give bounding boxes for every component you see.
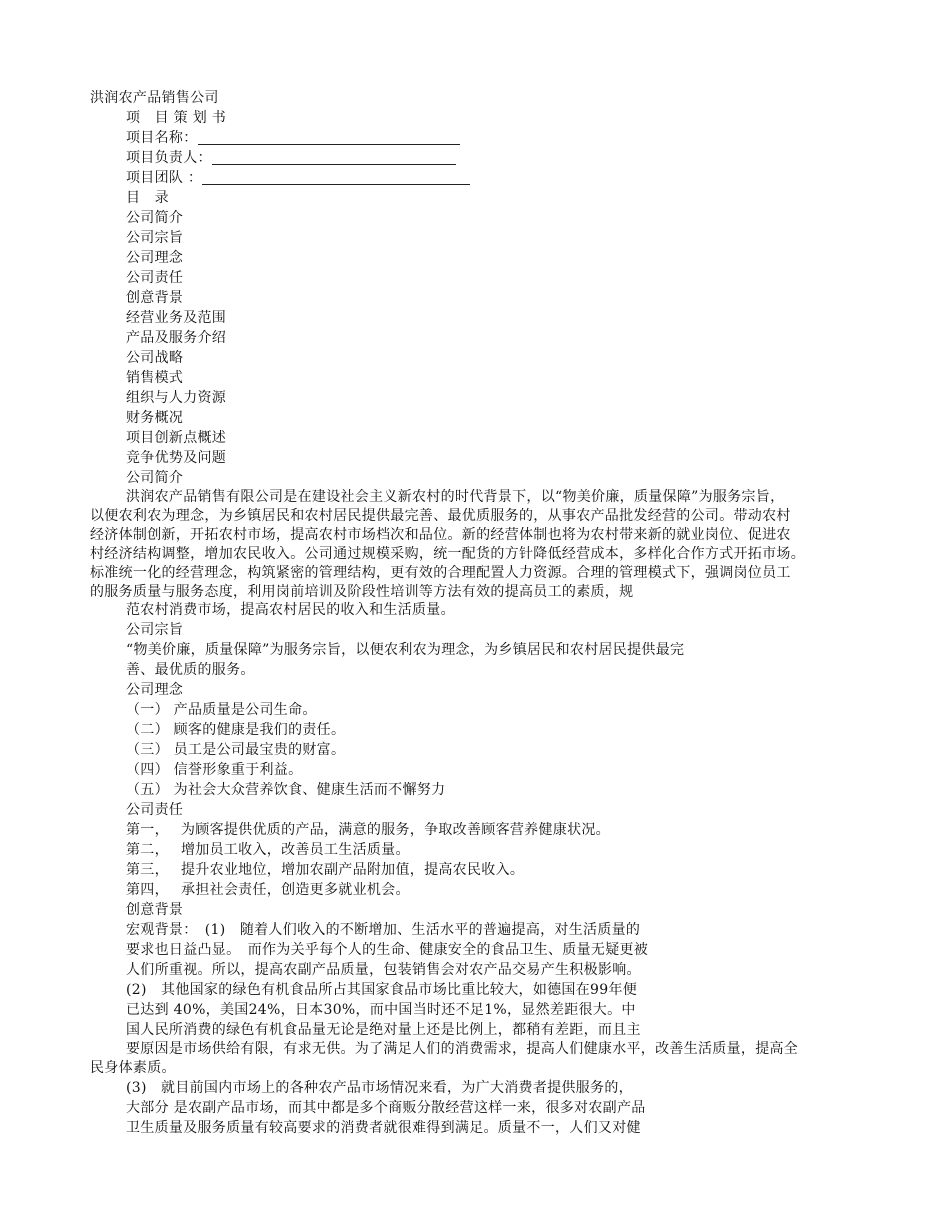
toc-item: 公司简介	[126, 210, 184, 226]
background-line: 宏观背景： (1) 随着人们收入的不断增加、生活水平的普遍提高，对生活质量的	[126, 922, 641, 938]
item-text: 为社会大众营养饮食、健康生活而不懈努力	[173, 782, 446, 798]
field-label: 项目名称：	[126, 130, 198, 146]
item-number: （一）	[126, 702, 169, 718]
purpose-line: 善、最优质的服务。	[126, 662, 255, 678]
background-line: (3) 就目前国内市场上的各种农产品市场情况来看，为广大消费者提供服务的，	[126, 1080, 633, 1096]
toc-item: 竞争优势及问题	[126, 450, 227, 466]
field-label: 项目负责人：	[126, 150, 212, 166]
responsibility-item	[126, 820, 610, 840]
background-line: 卫生质量及服务质量有较高要求的消费者就很难得到满足。质量不一，人们又对健	[126, 1120, 641, 1136]
field-project-team	[126, 168, 470, 188]
toc-item: 财务概况	[126, 410, 184, 426]
section-heading-intro: 公司简介	[126, 470, 184, 486]
responsibility-item	[126, 880, 410, 900]
blank-underline	[202, 170, 470, 185]
blank-underline	[212, 150, 456, 165]
item-text: 产品质量是公司生命。	[173, 702, 317, 718]
item-number: 第四，	[126, 882, 162, 898]
field-project-lead	[126, 148, 456, 168]
item-text: 提升农业地位，增加农副产品附加值，提高农民收入。	[180, 862, 525, 878]
item-number: （三）	[126, 742, 169, 758]
item-number: （五）	[126, 782, 169, 798]
intro-line: 洪润农产品销售有限公司是在建设社会主义新农村的时代背景下，以“物美价廉，质量保障”为服务宗旨，	[126, 489, 785, 505]
background-line: 国人民所消费的绿色有机食品量无论是绝对量上还是比例上，都稍有差距，而且主	[126, 1022, 641, 1038]
philosophy-item	[126, 720, 345, 740]
item-number: （二）	[126, 722, 169, 738]
toc-item: 公司理念	[126, 250, 184, 266]
field-project-name	[126, 128, 460, 148]
field-label: 项目团队 ：	[126, 170, 203, 186]
item-text: 顾客的健康是我们的责任。	[173, 722, 346, 738]
philosophy-item	[126, 740, 345, 760]
document-title: 项 目 策 划 书	[126, 110, 227, 126]
item-number: 第二，	[126, 842, 162, 858]
section-heading-responsibility: 公司责任	[126, 802, 184, 818]
philosophy-item	[126, 700, 317, 720]
toc-item: 经营业务及范围	[126, 310, 227, 326]
intro-line: 范农村消费市场，提高农村居民的收入和生活质量。	[126, 602, 455, 618]
toc-item: 公司宗旨	[126, 230, 184, 246]
intro-line: 经济体制创新，开拓农村市场，提高农村市场档次和品位。新的经营体制也将为农村带来新的就业岗位、促进农	[90, 527, 791, 543]
background-line: 民身体素质。	[90, 1060, 176, 1076]
toc-item: 创意背景	[126, 290, 184, 306]
responsibility-item	[126, 840, 410, 860]
background-line: 已达到 40%，美国24%，日本30%，而中国当时还不足1%，显然差距很大。中	[126, 1002, 636, 1018]
item-number: 第三，	[126, 862, 162, 878]
section-heading-background: 创意背景	[126, 902, 184, 918]
toc-item: 公司战略	[126, 350, 184, 366]
item-text: 为顾客提供优质的产品，满意的服务，争取改善顾客营养健康状况。	[180, 822, 610, 838]
blank-underline	[198, 130, 460, 145]
background-line: (2) 其他国家的绿色有机食品所占其国家食品市场比重比较大，如德国在99年便	[126, 982, 638, 998]
item-number: 第一，	[126, 822, 162, 838]
toc-item: 组织与人力资源	[126, 390, 227, 406]
intro-line: 村经济结构调整，增加农民收入。公司通过规模采购，统一配货的方针降低经营成本，多样化合作方式开拓市场。	[90, 546, 805, 562]
toc-item: 销售模式	[126, 370, 184, 386]
philosophy-item	[126, 760, 302, 780]
toc-title: 目 录	[126, 190, 169, 206]
section-heading-philosophy: 公司理念	[126, 682, 184, 698]
company-name: 洪润农产品销售公司	[90, 90, 219, 106]
item-text: 信誉形象重于利益。	[173, 762, 303, 778]
intro-line: 的服务质量与服务态度，利用岗前培训及阶段性培训等方法有效的提高员工的素质，规	[90, 584, 634, 600]
background-line: 要求也日益凸显。 而作为关乎每个人的生命、健康安全的食品卫生、质量无疑更被	[126, 942, 649, 958]
item-number: （四）	[126, 762, 169, 778]
intro-line: 以便农利农为理念，为乡镇居民和农村居民提供最完善、最优质服务的，从事农产品批发经营的公司。带动农村	[90, 508, 791, 524]
toc-item: 项目创新点概述	[126, 430, 227, 446]
philosophy-item	[126, 780, 445, 800]
toc-item: 公司责任	[126, 270, 184, 286]
section-heading-purpose: 公司宗旨	[126, 622, 184, 638]
item-text: 员工是公司最宝贵的财富。	[173, 742, 346, 758]
background-line: 大部分 是农副产品市场，而其中都是多个商贩分散经营这样一来，很多对农副产品	[126, 1100, 646, 1116]
toc-item: 产品及服务介绍	[126, 330, 227, 346]
responsibility-item	[126, 860, 524, 880]
purpose-line: “物美价廉，质量保障”为服务宗旨，以便农利农为理念，为乡镇居民和农村居民提供最完	[126, 642, 685, 658]
item-text: 承担社会责任，创造更多就业机会。	[180, 882, 410, 898]
background-line: 要原因是市场供给有限，有求无供。为了满足人们的消费需求，提高人们健康水平，改善生活质量，提高全	[126, 1041, 799, 1057]
item-text: 增加员工收入，改善员工生活质量。	[180, 842, 410, 858]
background-line: 人们所重视。所以，提高农副产品质量，包装销售会对农产品交易产生积极影响。	[126, 962, 641, 978]
intro-line: 标准统一化的经营理念，构筑紧密的管理结构，更有效的合理配置人力资源。合理的管理模式下，强调岗位员工	[90, 565, 791, 581]
